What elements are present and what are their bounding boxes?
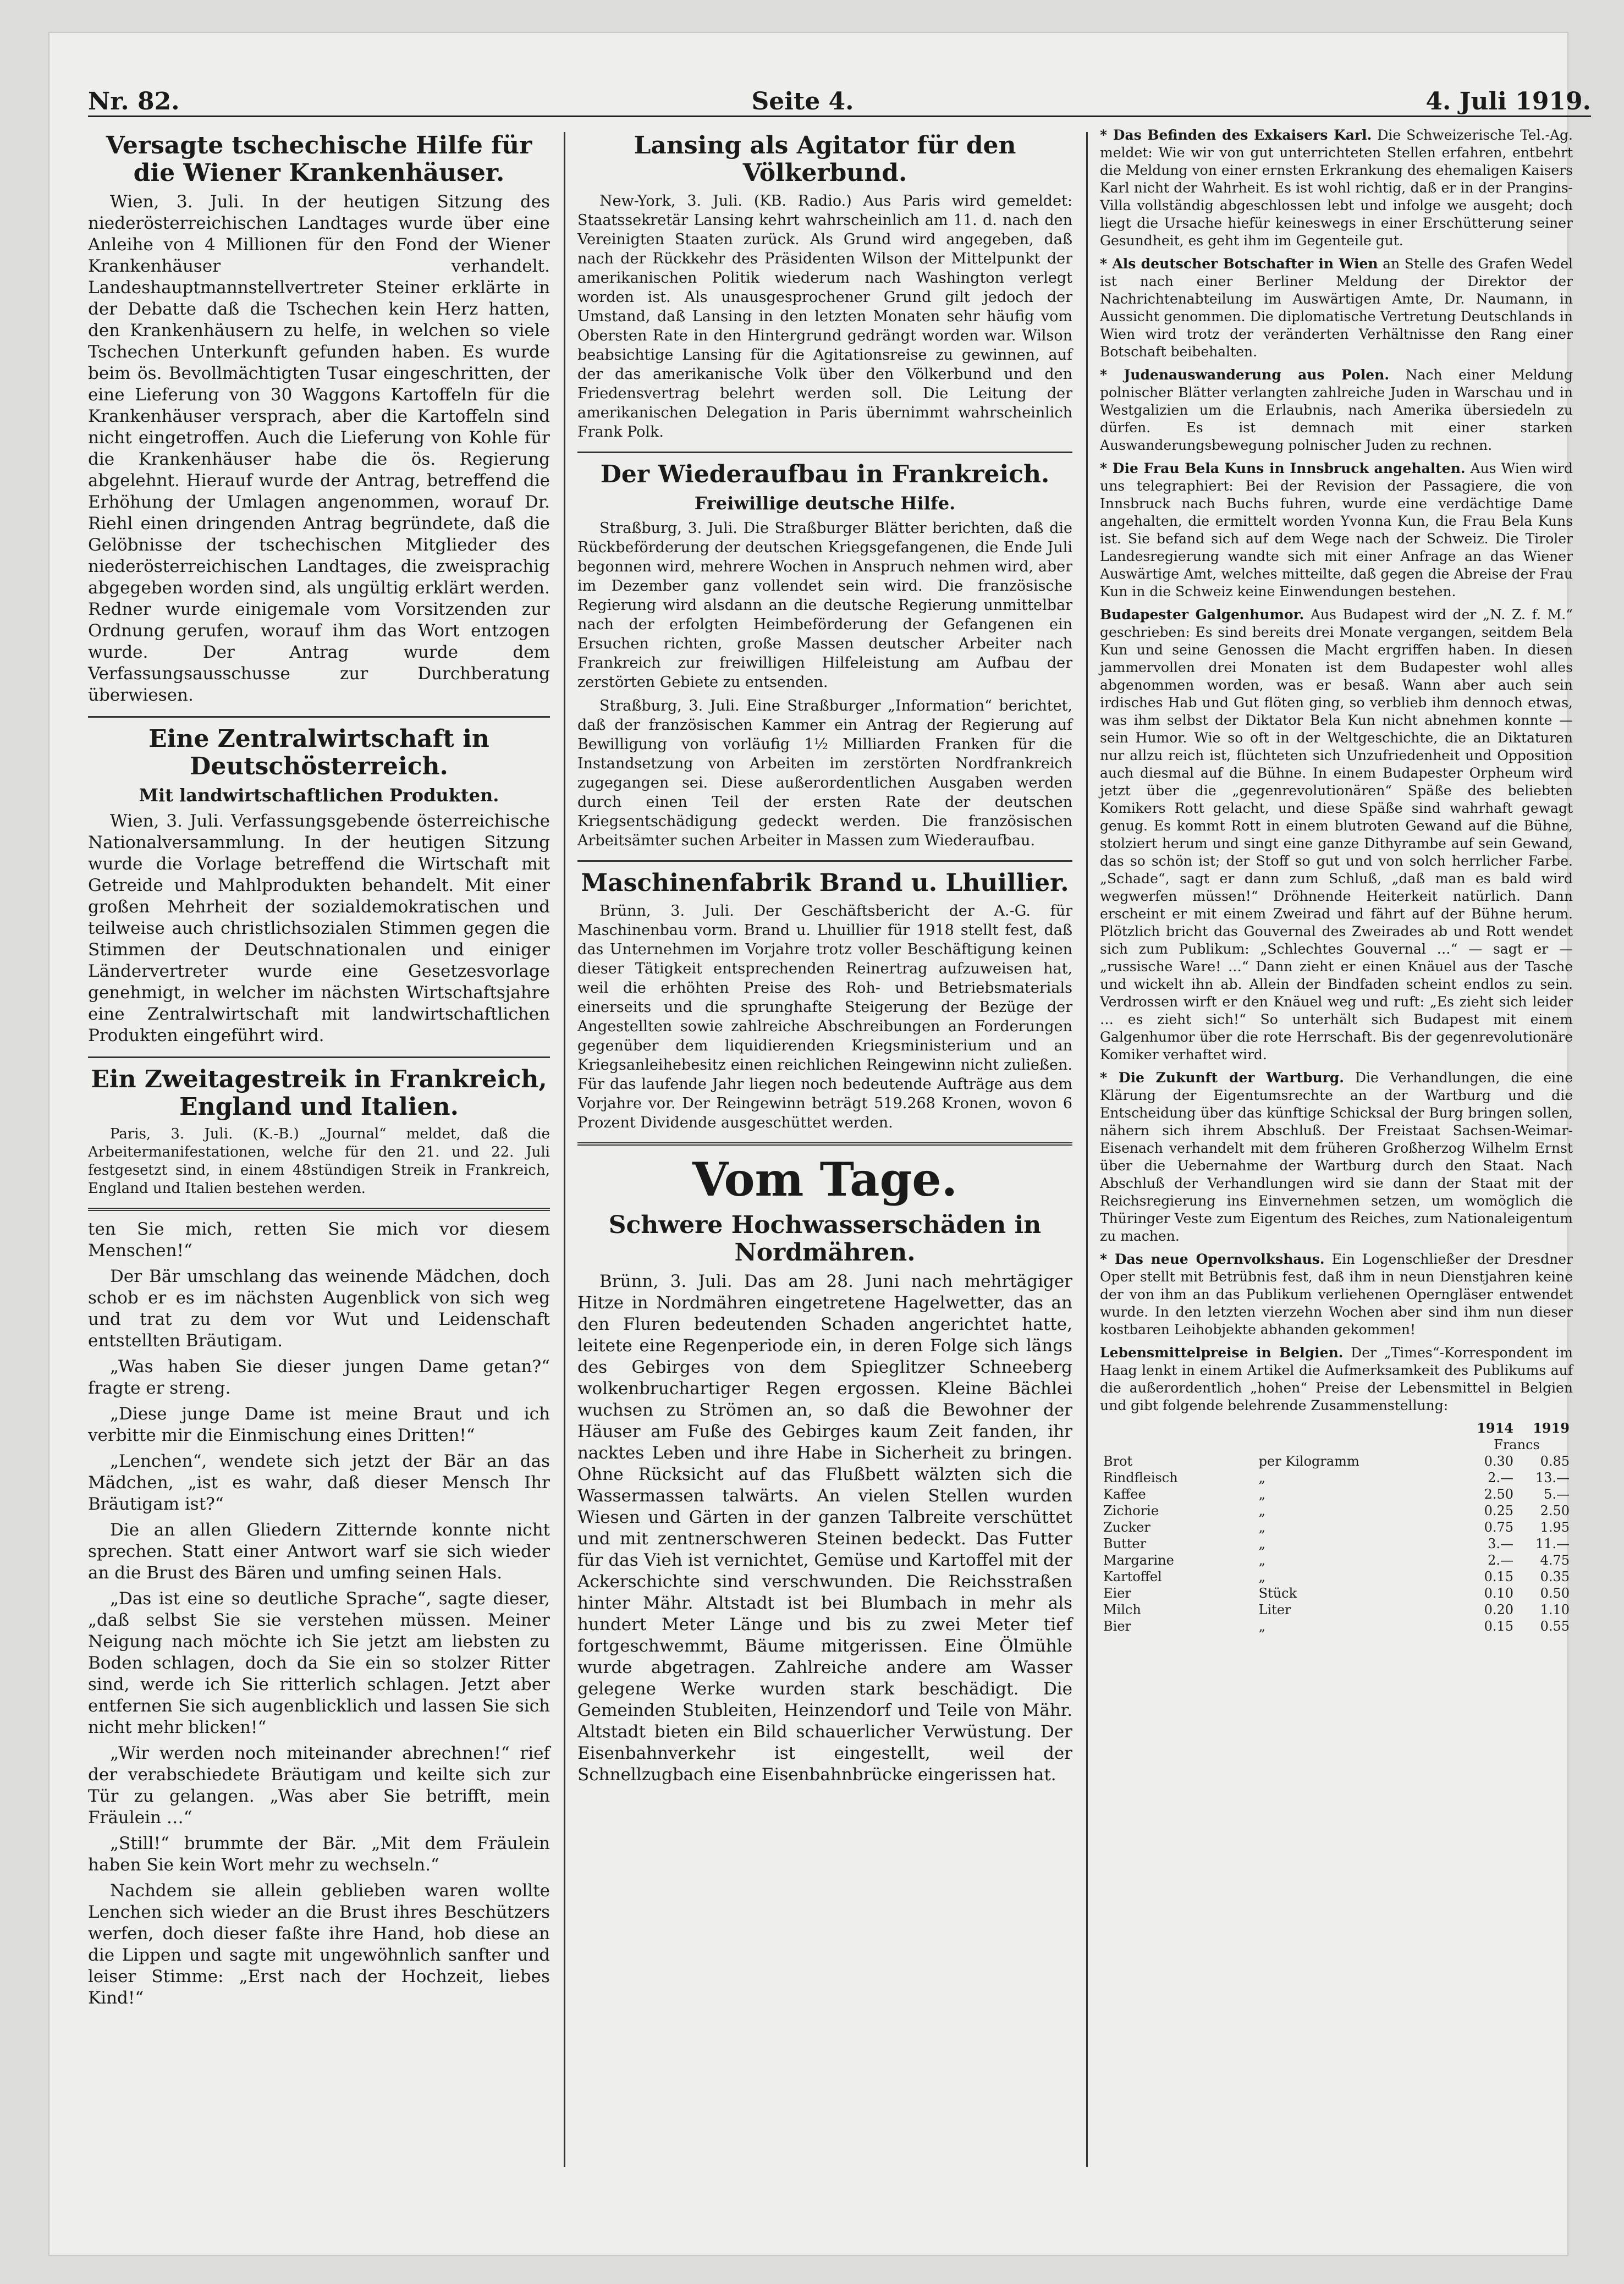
news-item [1100, 460, 1573, 601]
article-text: Wien, 3. Juli. Verfassungsgebende österreichische Nationalversammlung. In der heutigen Sitzung wurde die Vorlage betreffend die Wirtschaft mit Getreide und Mahlprodukten behandelt. Mit einer großen Mehrheit der sozialdemokratischen und teilweise auch christlichsozialen Stimmen gegen die Stimmen der Deutschnationalen und einiger Ländervertreter wurde eine Gesetzesvorlage genehmigt, in welcher im nächsten Wirtschaftsjahre eine Zentralwirtschaft mit landwirtschaftlichen Produkten eingeführt wird. [88, 811, 550, 1045]
price-table [1100, 1420, 1573, 1634]
novel-paragraph: ten Sie mich, retten Sie mich vor diesem Menschen!“ [88, 1219, 550, 1261]
article-text: New-York, 3. Juli. (KB. Radio.) Aus Paris wird gemeldet: Staatssekretär Lansing kehrt wahrscheinlich am 11. d. nach den Vereinigten Staaten zurück. Als Grund wird angegeben, daß nach der Rückkehr des Präsidenten Wilson der Mittelpunkt der amerikanischen Politik wiederum nach Washington verlegt worden ist. Als unausgesprochener Grund gilt jedoch der Umstand, daß Lansing in den letzten Monaten sehr häufig vom Obersten Rate in den Hintergrund gedrängt worden war. Wilson beabsichtige Lansing für die Agitationsreise zu gewinnen, auf der das amerikanische Volk über den Völkerbund und den Friedensvertrag belehrt werden soll. Die Leitung der amerikanischen Delegation in Paris übernimmt wahrscheinlich Frank Polk. [577, 192, 1072, 441]
news-item-head: * Judenauswanderung aus Polen. [1100, 367, 1390, 383]
page-header [88, 66, 1591, 117]
price-unit: „ [1258, 1503, 1266, 1518]
price-item: Brot [1103, 1454, 1133, 1469]
price-1919: 0.35 [1540, 1569, 1570, 1584]
price-row [1100, 1486, 1573, 1503]
price-item: Butter [1103, 1536, 1147, 1551]
price-item: Eier [1103, 1586, 1131, 1601]
price-item: Zichorie [1103, 1503, 1159, 1518]
price-item: Bier [1103, 1619, 1131, 1634]
price-1919: 1.95 [1540, 1520, 1570, 1535]
price-1914: 0.75 [1484, 1520, 1513, 1535]
price-row [1100, 1618, 1573, 1634]
article-separator [577, 860, 1072, 862]
price-row [1100, 1552, 1573, 1568]
article-title: Der Wiederaufbau in Frankreich. [600, 460, 1050, 488]
price-unit: per Kilogramm [1258, 1454, 1359, 1469]
issue-number: Nr. 82. [88, 87, 180, 115]
news-item [1100, 1251, 1573, 1339]
price-row [1100, 1470, 1573, 1486]
news-item-head: * Als deutscher Botschafter in Wien [1100, 256, 1378, 272]
column-divider [564, 132, 565, 2167]
price-1914: 0.30 [1484, 1454, 1513, 1469]
article-text: Brünn, 3. Juli. Das am 28. Juni nach mehrtägiger Hitze in Nordmähren eingetretene Hagelwetter, das an den Fluren bedeutenden Schaden angerichtet hatte, leitete eine Regenperiode ein, in deren Folge sich längs des Gebirges von dem Spieglitzer Schneeberg wolkenbruchartiger Regen ergossen. Kleine Bächlei wuchsen zu Strömen an, so daß die Bewohner der Häuser am Fuße des Gebirges kaum Zeit fanden, ihr nacktes Leben und ihre Habe in Sicherheit zu bringen. Ohne Rücksicht auf das Flußbett wälzten sich die Wassermassen talwärts. An vielen Stellen wurden Wiesen und Gärten in der ganzen Talbreite verschüttet und mit zentnerschweren Steinen bedeckt. Das Futter für das Vieh ist vernichtet, Gemüse und Kartoffel mit der Ackerschichte sind verschwunden. Die Reichsstraßen hinter Mähr. Altstadt ist bei Blumbach in mehr als hundert Meter Länge und bis zu zwei Meter tief fortgeschwemmt, Bäume mitgerissen. Eine Ölmühle wurde abgetragen. Zahlreiche andere am Wasser gelegene Werke wurden stark beschädigt. Die Gemeinden Stubleiten, Heinzendorf und Teile von Mähr. Altstadt bieten ein Bild schauerlicher Verwüstung. Der Eisenbahnverkehr ist eingestellt, weil der Schnellzugbach eine Eisenbahnbrücke eingerissen hat. [577, 1272, 1072, 1785]
price-1919: 4.75 [1540, 1553, 1570, 1568]
currency-label: Francs [1494, 1437, 1540, 1452]
news-item-head: Lebensmittelpreise in Belgien. [1100, 1345, 1344, 1361]
news-item [1100, 1069, 1573, 1245]
news-item-text: Aus Wien wird uns telegraphiert: Bei der Revision der Passagiere, die von Innsbruck nach Buchs fuhren, wurde eine verdächtige Dame angehalten, die ermittelt worden Yvonna Kun, die Frau Bela Kuns ist. Sie befand sich auf dem Wege nach der Schweiz. Die Tiroler Landesregierung wandte sich mit einer Anfrage an das Wiener Auswärtige Amt, welches mitteilte, daß gegen die Abreise der Frau Kun in die Schweiz keine Einwendungen bestehen. [1100, 460, 1573, 599]
year-column: 1919 [1533, 1420, 1570, 1436]
price-unit: „ [1258, 1619, 1266, 1634]
news-item [1100, 606, 1573, 1064]
price-1919: 0.50 [1540, 1586, 1570, 1601]
price-item: Kaffee [1103, 1487, 1146, 1502]
article-title: Ein Zweitagestreik in Frankreich, England und Italien. [91, 1065, 547, 1121]
news-item [1100, 126, 1573, 250]
news-item-text: Ein Logenschließer der Dresdner Oper stellt mit Betrübnis fest, daß ihm in neun Dienstjahren keine der von ihm an das Publikum verliehenen Operngläser entwendet wurde. In den letzten vierzehn Wochen aber sind ihm nun dieser kostbaren Leihobjekte abhanden gekommen! [1100, 1251, 1573, 1338]
novel-paragraph: „Wir werden noch miteinander abrechnen!“ rief der verabschiedete Bräutigam und keilte sich zur Tür zu gelangen. „Was aber Sie betrifft, mein Fräulein …“ [88, 1743, 550, 1828]
column-2 [577, 126, 1072, 1790]
novel-paragraph: „Was haben Sie dieser jungen Dame getan?“ fragte er streng. [88, 1357, 550, 1398]
price-1919: 0.85 [1540, 1454, 1570, 1469]
article-title: Schwere Hochwasserschäden in Nordmähren. [608, 1211, 1042, 1267]
novel-paragraph: „Das ist eine so deutliche Sprache“, sagte dieser, „daß selbst Sie sie verstehen müssen. Meiner Neigung nach möchte ich Sie jetzt am liebsten zu Boden schlagen, doch da Sie ein so stolzer Ritter sind, werde ich Sie ritterlich schlagen. Jetzt aber entfernen Sie sich augenblicklich und lassen Sie sich nicht mehr blicken!“ [88, 1589, 550, 1737]
news-item-text: Die Verhandlungen, die eine Klärung der Eigentumsrechte an der Wartburg und die Entscheidung über das künftige Schicksal der Burg bringen sollen, nähern sich ihrem Abschluß. Der Freistaat Sachsen-Weimar-Eisenach verhandelt mit dem früheren Großherzog Wilhelm Ernst über die Uebernahme der Wartburg durch den Staat. Nach Abschluß der Verhandlungen wird sie dann der Staat mit der Reichsregierung ins Einvernehmen setzen, um womöglich die Thüringer Veste zum Eigentum des Reiches, zum Nationaleigentum zu machen. [1100, 1070, 1573, 1244]
price-row [1100, 1503, 1573, 1519]
price-table-body [1100, 1453, 1573, 1634]
price-unit: „ [1258, 1520, 1266, 1535]
column-1 [88, 126, 550, 2013]
article-text: Straßburg, 3. Juli. Die Straßburger Blätter berichten, daß die Rückbeförderung der deutschen Kriegsgefangenen, die Ende Juli begonnen wird, mehrere Wochen in Anspruch nehmen wird, aber im Dezember ganz vollendet sein wird. Die französische Regierung wird alsdann an die deutsche Regierung unmittelbar nach der erfolgten Heimbeförderung der Gefangenen ein Ersuchen richten, große Massen deutscher Arbeiter nach Frankreich zur freiwilligen Hilfeleistung am Aufbau der zerstörten Gebiete zu entsenden. [577, 520, 1072, 691]
news-item-head: * Das Befinden des Exkaisers Karl. [1100, 127, 1372, 143]
issue-date: 4. Juli 1919. [1425, 87, 1591, 115]
news-item-text: Aus Budapest wird der „N. Z. f. M.“ geschrieben: Es sind bereits drei Monate vergangen, seitdem Bela Kun und seine Genossen die Macht ergriffen haben. In diesen jammervollen drei Monaten ist dem Budapester wohl alles abgenommen worden, was er besaß. Wann aber auch sein irdisches Hab und Gut flöten ging, so verblieb ihm dennoch etwas, was ihm selbst der Diktator Bela Kun nicht abnehmen konnte — sein Humor. Wie so oft in der Weltgeschichte, die an Diktaturen nur allzu reich ist, flüchteten sich Unzufriedenheit und Opposition auch diesmal auf die Bühne. In einem Budapester Orpheum wird jetzt über die „gegenrevolutionären“ Späße des beliebten Komikers Rott gelacht, und diese Späße sind wahrhaft gewagt genug. Es kommt Rott in einem blutroten Gewand auf die Bühne, stolziert herum und singt eine ganze Dithyrambe auf sein Gewand, das so schön ist; der Stoff so gut und von solch herrlicher Farbe. „Schade“, sagt er dann zum Schluß, „daß man es bald wird wegwerfen müssen!“ Dröhnende Heiterkeit natürlich. Dann erscheint er mit einem Zweirad und fährt auf der Bühne herum. Plötzlich bricht das Gouvernal des Zweirades ab und Rott wendet sich zum Publikum: „Schlechtes Gouvernal …“ — sagt er — „russische Ware! …“ Dann zieht er einen Knäuel aus der Tasche und wickelt ihn ab. Allein der Bindfaden scheint endlos zu sein. Verdrossen wirft er den Knäuel weg und ruft: „Es zieht sich leider … es zieht sich!“ So unterhält sich Budapest mit einem Galgenhumor über die rote Herrschaft. Bis der gegenrevolutionäre Komiker verhaftet wird. [1100, 607, 1573, 1063]
price-table-header [1100, 1420, 1573, 1437]
news-item-text: an Stelle des Grafen Wedel ist nach einer Berliner Meldung der Direktor der Nachrichtenabteilung im Auswärtigen Amte, Dr. Naumann, in Aussicht genommen. Die diplomatische Vertretung Deutschlands in Wien wird trotz der veränderten Verhältnisse den Rang einer Botschaft beibehalten. [1100, 256, 1573, 360]
section-title: Vom Tage. [692, 1152, 957, 1207]
page-number: Seite 4. [751, 87, 854, 115]
price-unit: Liter [1258, 1602, 1291, 1617]
article-subtitle: Freiwillige deutsche Hilfe. [694, 493, 956, 514]
price-1914: 0.20 [1484, 1602, 1513, 1617]
price-1919: 1.10 [1540, 1602, 1570, 1617]
article-title: Eine Zentralwirtschaft in Deutschösterreich. [148, 725, 489, 780]
price-row [1100, 1585, 1573, 1601]
price-unit: „ [1258, 1553, 1266, 1568]
news-item-head: * Die Zukunft der Wartburg. [1100, 1070, 1344, 1086]
article-text: Wien, 3. Juli. In der heutigen Sitzung des niederösterreichischen Landtages wurde über eine Anleihe von 4 Millionen für den Fond der Wiener Krankenhäuser verhandelt. Landeshauptmannstellvertreter Steiner erklärte in der Debatte daß die Tschechen kein Herz hatten, den Krankenhäusern zu helfe, in welchen so viele Tschechen Unterkunft gefunden haben. Es wurde beim ös. Bevollmächtigten Tusar eingeschritten, der eine Lieferung von 30 Waggons Kartoffeln für die Krankenhäuser versprach, aber die Kartoffeln sind nicht eingetroffen. Auch die Lieferung von Kohle für die Krankenhäuser habe die ös. Regierung abgelehnt. Hierauf wurde der Antrag, betreffend die Erhöhung der Umlagen angenommen, worauf Dr. Riehl einen dringenden Antrag begründete, daß die Gelöbnisse der tschechischen Mitglieder des niederösterreichischen Landtages, die zweisprachig abgegeben worden sind, als ungültig erklärt werden. Redner wurde einigemale vom Vorsitzenden zur Ordnung gerufen, worauf ihm das Wort entzogen wurde. Der Antrag wurde dem Verfassungsausschusse zur Durchberatung überwiesen. [88, 192, 550, 705]
price-1914: 2.50 [1484, 1487, 1513, 1502]
price-1919: 5.— [1544, 1487, 1570, 1502]
column-divider [1086, 132, 1088, 2167]
price-item: Kartoffel [1103, 1569, 1162, 1584]
price-item: Zucker [1103, 1520, 1150, 1535]
price-item: Milch [1103, 1602, 1141, 1617]
price-unit: „ [1258, 1487, 1266, 1502]
article-title: Maschinenfabrik Brand u. Lhuillier. [581, 869, 1069, 897]
news-item-text: Nach einer Meldung polnischer Blätter verlangten zahlreiche Juden in Warschau und in Westgalizien um die Erlaubnis, nach Amerika übersiedeln zu dürfen. Es ist demnach mit einer starken Auswanderungsbewegung polnischer Juden zu rechnen. [1100, 367, 1573, 453]
price-item: Rindfleisch [1103, 1470, 1178, 1485]
article-title: Lansing als Agitator für den Völkerbund. [634, 131, 1016, 187]
news-item [1100, 366, 1573, 454]
news-item-text: Die Schweizerische Tel.-Ag. meldet: Wie wir von gut unterrichteten Stellen erfahren, entbehrt die Meldung von einer ernsten Erkrankung des ehemaligen Kaisers Karl nicht der Wahrheit. Es ist wohl richtig, daß er in der Prangins-Villa vollständig abgeschlossen lebt und infolge we ausgeht; doch liegt die Ursache hiefür keineswegs in einer Erschütterung seiner Gesundheit, es geht ihm im Gegenteile gut. [1100, 127, 1573, 249]
news-item-text: Der „Times“-Korrespondent im Haag lenkt in einem Artikel die Aufmerksamkeit des Publikums auf die außerordentlich „hohen“ Preise der Lebensmittel in Belgien und gibt folgende belehrende Zusammenstellung: [1100, 1345, 1573, 1413]
price-row [1100, 1453, 1573, 1470]
price-1914: 0.25 [1484, 1503, 1513, 1518]
price-1914: 2.— [1488, 1470, 1513, 1485]
section-separator [577, 1142, 1072, 1146]
novel-paragraph: „Lenchen“, wendete sich jetzt der Bär an das Mädchen, „ist es wahr, daß dieser Mensch Ihr Bräutigam ist?“ [88, 1451, 550, 1514]
price-unit: „ [1258, 1536, 1266, 1551]
price-row [1100, 1519, 1573, 1535]
article-text: Brünn, 3. Juli. Der Geschäftsbericht der A.-G. für Maschinenbau vorm. Brand u. Lhuillier für 1918 stellt fest, daß das Unternehmen im Vorjahre trotz voller Beschäftigung keinen dieser Tätigkeit entsprechenden Reinertrag aufzuweisen hat, weil die erhöhten Preise des Roh- und Betriebsmaterials einerseits und die sprunghafte Steigerung der Bezüge der Angestellten sowie zahlreiche Abschreibungen an Forderungen gegenüber dem liquidierenden Kriegsministerium und an Kriegsanleihebesitz einen reichlichen Reingewinn nicht zuließen. Für das laufende Jahr liegen noch bedeutende Aufträge aus dem Vorjahre vor. Der Reingewinn beträgt 519.268 Kronen, wovon 6 Prozent Dividende ausgeschüttet werden. [577, 902, 1072, 1131]
novel-paragraph: Die an allen Gliedern Zitternde konnte nicht sprechen. Statt einer Antwort warf sie sich wieder an die Brust des Bären und umfing seinen Hals. [88, 1520, 550, 1583]
novel-paragraph: „Still!“ brummte der Bär. „Mit dem Fräulein haben Sie kein Wort mehr zu wechseln.“ [88, 1834, 550, 1875]
article-text: Straßburg, 3. Juli. Eine Straßburger „Information“ berichtet, daß der französischen Kammer ein Antrag der Regierung auf Bewilligung von vorläufig 1½ Milliarden Franken für die Instandsetzung von Arbeiten im zerstörten Nordfrankreich zugegangen sei. Diese außerordentlichen Ausgaben werden durch einen Teil der ersten Rate der deutschen Kriegsentschädigung gedeckt werden. Die französischen Arbeitsämter suchen Arbeiter in Massen zum Wiederaufbau. [577, 697, 1072, 849]
price-1919: 0.55 [1540, 1619, 1570, 1634]
article-title: Versagte tschechische Hilfe für die Wiener Krankenhäuser. [106, 131, 532, 187]
price-unit: Stück [1258, 1586, 1297, 1601]
article-separator [88, 1056, 550, 1058]
price-1919: 11.— [1535, 1536, 1570, 1551]
price-1914: 0.15 [1484, 1619, 1513, 1634]
price-1914: 2.— [1488, 1553, 1513, 1568]
year-column: 1914 [1477, 1420, 1513, 1436]
news-item-head: * Das neue Opernvolkshaus. [1100, 1251, 1325, 1267]
column-3 [1100, 126, 1573, 1634]
price-1914: 3.— [1488, 1536, 1513, 1551]
news-item-head: * Die Frau Bela Kuns in Innsbruck angehalten. [1100, 460, 1466, 476]
price-unit: „ [1258, 1569, 1266, 1584]
novel-paragraph: „Diese junge Dame ist meine Braut und ich verbitte mir die Einmischung eines Dritten!“ [88, 1404, 550, 1445]
article-subtitle: Mit landwirtschaftlichen Produkten. [139, 785, 499, 806]
news-item [1100, 255, 1573, 361]
price-1914: 0.10 [1484, 1586, 1513, 1601]
article-text: Paris, 3. Juli. (K.-B.) „Journal“ meldet, daß die Arbeitermanifestationen, welche für den 21. und 22. Juli festgesetzt sind, in einem 48stündigen Streik in Frankreich, England und Italien bestehen werden. [88, 1126, 550, 1197]
feuilleton-separator [88, 1208, 550, 1211]
price-1919: 2.50 [1540, 1503, 1570, 1518]
price-row [1100, 1568, 1573, 1585]
price-1919: 13.— [1535, 1470, 1570, 1485]
price-row [1100, 1601, 1573, 1618]
price-unit: „ [1258, 1470, 1266, 1485]
news-item [1100, 1344, 1573, 1415]
article-separator [577, 452, 1072, 453]
novel-paragraph: Nachdem sie allein geblieben waren wollte Lenchen sich wieder an die Brust ihres Beschützers werfen, doch dieser faßte ihre Hand, hob diese an die Lippen und sagte mit ungewöhnlich sanfter und leiser Stimme: „Erst nach der Hochzeit, liebes Kind!“ [88, 1881, 550, 2008]
price-row [1100, 1535, 1573, 1552]
news-item-head: Budapester Galgenhumor. [1100, 607, 1304, 623]
price-1914: 0.15 [1484, 1569, 1513, 1584]
price-item: Margarine [1103, 1553, 1174, 1568]
article-separator [88, 716, 550, 718]
novel-paragraph: Der Bär umschlang das weinende Mädchen, doch schob er es im nächsten Augenblick von sich weg und trat zu dem vor Wut und Leidenschaft entstellten Bräutigam. [88, 1267, 550, 1351]
